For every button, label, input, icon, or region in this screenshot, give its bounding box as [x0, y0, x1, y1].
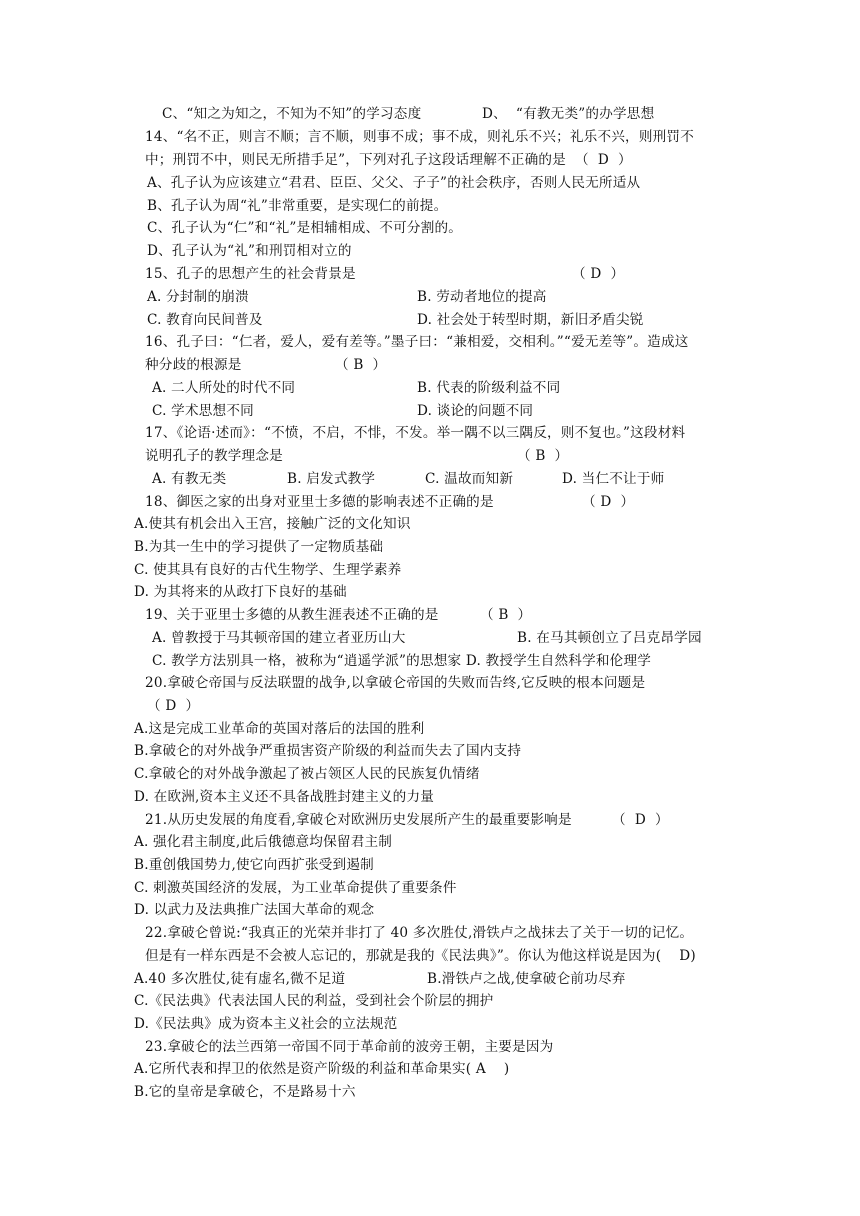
line-text: 20.拿破仑帝国与反法联盟的战争,以拿破仑帝国的失败而告终,它反映的根本问题是	[145, 675, 646, 691]
question-text: 21.从历史发展的角度看,拿破仑对欧洲历史发展所产生的最重要影响是	[145, 812, 572, 828]
line-text: （ D ）	[147, 698, 200, 714]
option-d: D、 “有教无类”的办学思想	[482, 106, 655, 122]
line-text: C、孔子认为“仁”和“礼”是相辅相成、不可分割的。	[147, 220, 463, 236]
option-a: A. 分封制的崩溃	[147, 289, 249, 305]
answer-key: （ B ）	[517, 448, 569, 464]
question-text: 15、孔子的思想产生的社会背景是	[145, 266, 356, 282]
option-b: B. 在马其顿创立了吕克昂学园	[517, 630, 702, 646]
option-c-d: C. 教学方法别具一格，被称为“逍遥学派”的思想家 D. 教授学生自然科学和伦理学	[152, 653, 652, 669]
line-text: 23.拿破仑的法兰西第一帝国不同于革命前的波旁王朝，主要是因为	[145, 1039, 554, 1055]
option-b: B. 代表的阶级利益不同	[417, 380, 561, 396]
line-text: D、孔子认为“礼”和刑罚相对立的	[147, 243, 352, 259]
option-a: A. 有教无类	[152, 471, 227, 487]
line-text: B.拿破仑的对外战争严重损害资产阶级的利益而失去了国内支持	[134, 743, 522, 759]
option-b: B.滑铁卢之战,使拿破仑前功尽弃	[427, 971, 626, 987]
line-text: 16、孔子曰：“仁者，爱人，爱有差等。”墨子曰：“兼相爱，交相利。”“爱无差等”。造成这	[145, 334, 689, 350]
line-text: C.《民法典》代表法国人民的利益，受到社会个阶层的拥护	[134, 993, 494, 1009]
option-c: C. 学术思想不同	[152, 403, 254, 419]
question-text: 19、关于亚里士多德的从教生涯表述不正确的是	[145, 607, 439, 623]
line-text: C. 刺激英国经济的发展，为工业革命提供了重要条件	[134, 880, 457, 896]
option-c: C、“知之为知之，不知为不知”的学习态度	[162, 106, 422, 122]
line-text: A. 强化君主制度,此后俄德意均保留君主制	[134, 834, 393, 850]
answer-key: （ D ）	[582, 494, 635, 510]
answer-key: （ D ）	[612, 812, 669, 828]
option-d: D. 社会处于转型时期，新旧矛盾尖锐	[417, 312, 644, 328]
option-a: A. 曾教授于马其顿帝国的建立者亚历山大	[152, 630, 406, 646]
question-text: 种分歧的根源是	[145, 357, 242, 373]
option-d: D. 谈论的问题不同	[417, 403, 534, 419]
line-text: B.它的皇帝是拿破仑，不是路易十六	[134, 1084, 356, 1100]
option-a: A. 二人所处的时代不同	[152, 380, 296, 396]
option-c: C. 教育向民间普及	[147, 312, 263, 328]
line-text: D. 以武力及法典推广法国大革命的观念	[134, 902, 375, 918]
line-text: D. 在欧洲,资本主义还不具备战胜封建主义的力量	[134, 789, 435, 805]
line-text: D. 为其将来的从政打下良好的基础	[134, 584, 347, 600]
line-text: A.这是完成工业革命的英国对落后的法国的胜利	[134, 721, 425, 737]
line-text: 17、《论语·述而》：“不愤，不启，不悱，不发。举一隅不以三隅反，则不复也。”这段材料	[145, 425, 686, 441]
line-text: B、孔子认为周“礼”非常重要，是实现仁的前提。	[147, 198, 448, 214]
line-text: B.重创俄国势力,使它向西扩张受到遏制	[134, 857, 374, 873]
line-text: 14、“名不正，则言不顺；言不顺，则事不成；事不成，则礼乐不兴；礼乐不兴，则刑罚不	[145, 129, 695, 145]
line-text: A.使其有机会出入王宫，接触广泛的文化知识	[134, 516, 411, 532]
option-b: B. 劳动者地位的提高	[417, 289, 547, 305]
answer-key: （ D ）	[572, 266, 625, 282]
option-b: B. 启发式教学	[287, 471, 376, 487]
line-text: 中；刑罚不中，则民无所措手足”，下列对孔子这段话理解不正确的是 （ D ）	[145, 152, 632, 168]
answer-key: （ B ）	[335, 357, 387, 373]
question-text: 18、御医之家的出身对亚里士多德的影响表述不正确的是	[145, 494, 494, 510]
question-text: 说明孔子的教学理念是	[145, 448, 283, 464]
answer-key: （ B ）	[480, 607, 532, 623]
line-text: 但是有一样东西是不会被人忘记的，那就是我的《民法典》”。你认为他这样说是因为( D)	[145, 948, 696, 964]
option-b	[0, 1082, 356, 1142]
line-text: 22.拿破仑曾说:“我真正的光荣并非打了 40 多次胜仗,滑铁卢之战抹去了关于一切的记忆。	[145, 925, 694, 941]
option-c: C. 温故而知新	[425, 471, 514, 487]
line-text: C.拿破仑的对外战争激起了被占领区人民的民族复仇情绪	[134, 766, 480, 782]
option-d: D. 当仁不让于师	[562, 471, 665, 487]
line-text: A.它所代表和捍卫的依然是资产阶级的利益和革命果实( A )	[134, 1061, 510, 1077]
line-text: D.《民法典》成为资本主义社会的立法规范	[134, 1016, 398, 1032]
line-text: B.为其一生中的学习提供了一定物质基础	[134, 539, 384, 555]
line-text: C. 使其具有良好的古代生物学、生理学素养	[134, 562, 402, 578]
option-a: A.40 多次胜仗,徒有虚名,微不足道	[134, 971, 346, 987]
line-text: A、孔子认为应该建立“君君、臣臣、父父、子子”的社会秩序，否则人民无所适从	[147, 175, 641, 191]
